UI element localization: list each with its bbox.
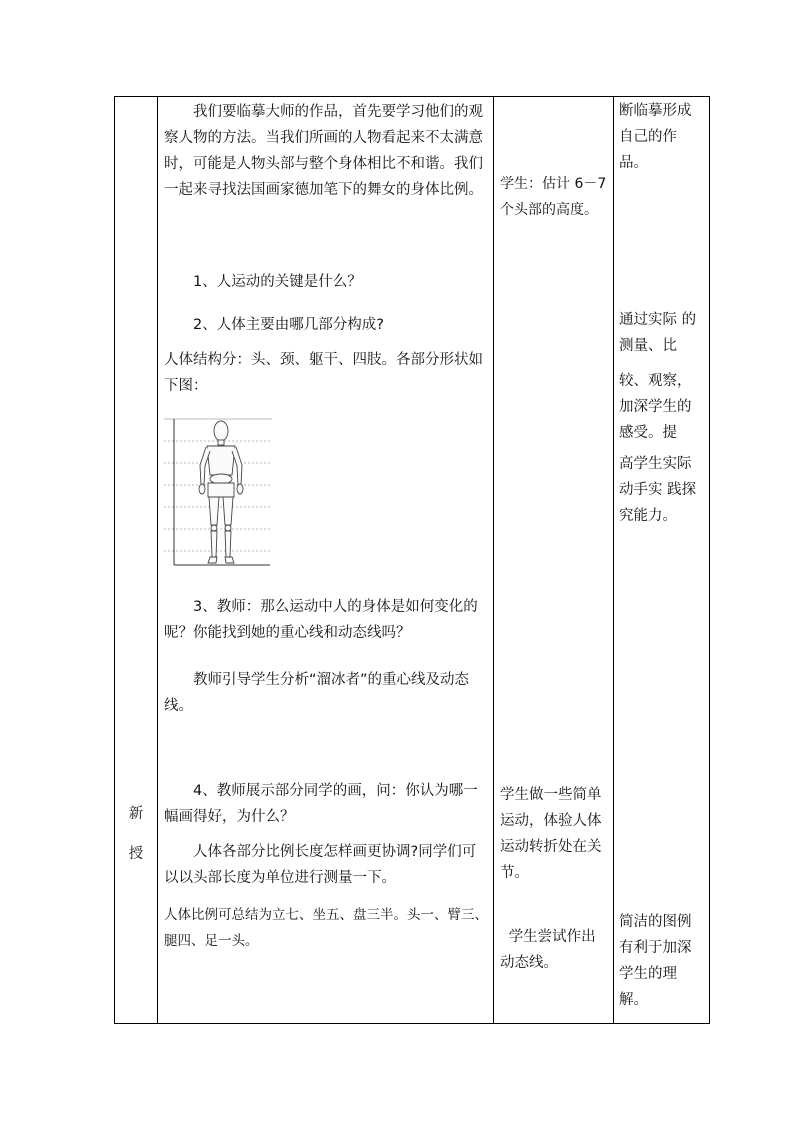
student-answer-3: 学生尝试作出动态线。 (500, 929, 596, 971)
body-structure-text: 人体结构分：头、颈、躯干、四肢。各部分形状如下图： (164, 352, 483, 394)
intent-1: 断临摹形成自己的作品。 (619, 103, 692, 171)
student-activity-cell (494, 97, 614, 1024)
question-4: 4、教师展示部分同学的画，问：你认为哪一幅画得好，为什么？ (164, 783, 478, 825)
question-3: 3、教师：那么运动中人的身体是如何变化的呢？你能找到她的重心线和动态线吗？ (164, 599, 478, 641)
intro-paragraph: 我们要临摹大师的作品，首先要学习他们的观察人物的方法。当我们所画的人物看起来不太满意时，可能是人物头部与整个身体相比不和谐。我们一起来寻找法国画家德加笔下的舞女的身体比例。 (164, 104, 483, 198)
question-2: 2、人体主要由哪几部分构成? (193, 317, 384, 333)
student-answer-2: 学生做一些简单运动，体验人体运动转折处在关节。 (500, 787, 602, 881)
intent-2: 通过实际 的测量、比 (619, 312, 697, 354)
student-answer-1: 学生：估计 6－7 个头部的高度。 (500, 176, 607, 218)
intent-3: 较、观察，加深学生的感受。提 (619, 373, 692, 441)
lesson-plan-table (114, 96, 710, 1024)
proportion-question: 人体各部分比例长度怎样画更协调?同学们可以以头部长度为单位进行测量一下。 (164, 844, 477, 886)
section-label-char-2: 授 (128, 846, 144, 862)
teacher-activity-cell (158, 97, 494, 1024)
section-cell (115, 97, 158, 1024)
guide-text: 教师引导学生分析“溜冰者”的重心线及动态线。 (164, 672, 470, 714)
intent-5: 简洁的图例有利于加深学生的理解。 (619, 914, 692, 1008)
human-proportion-figure (164, 417, 272, 567)
question-1: 1、人运动的关键是什么？ (193, 274, 362, 290)
section-label-char-1: 新 (128, 806, 144, 822)
table-row (115, 97, 710, 1024)
design-intent-cell (614, 97, 710, 1024)
proportion-summary: 人体比例可总结为立七、坐五、盘三半。头一、臂三、腿四、足一头。 (164, 907, 488, 949)
intent-4: 高学生实际动手实 践探究能力。 (619, 456, 697, 524)
